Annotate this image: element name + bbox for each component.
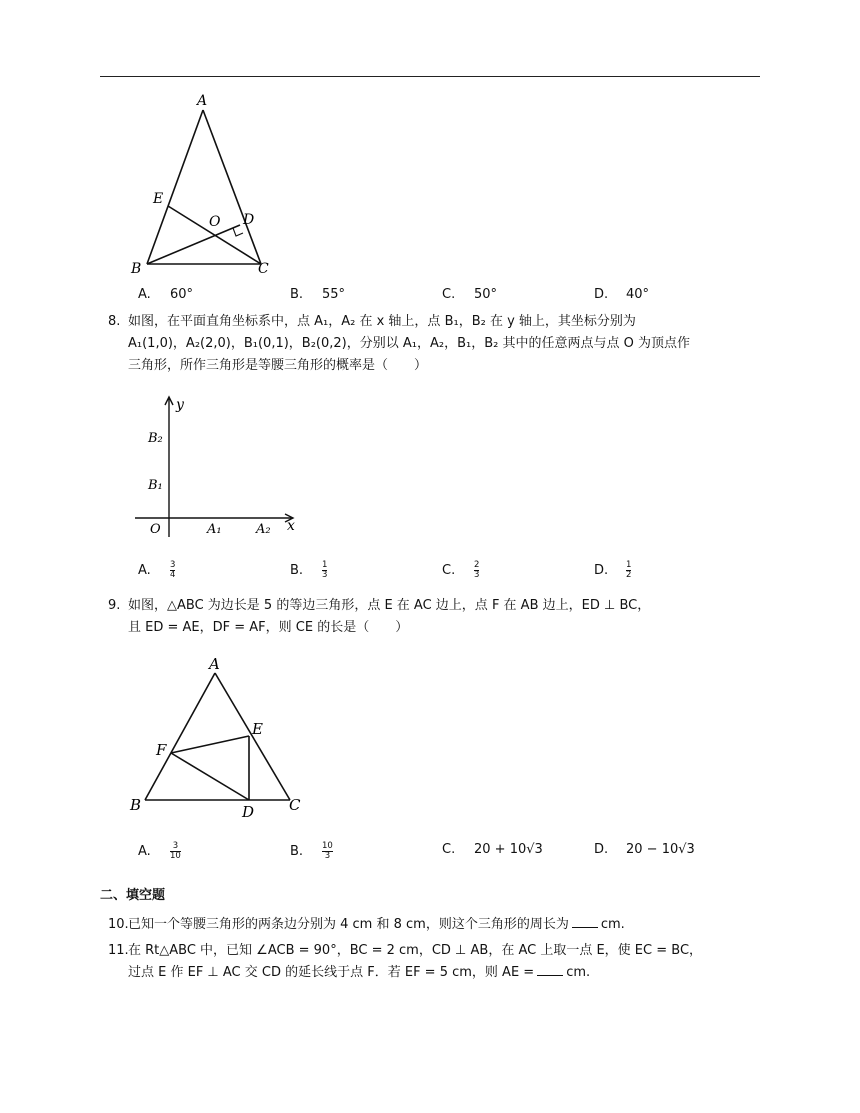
denominator: 4 [170, 570, 176, 580]
option-letter: C. [442, 842, 456, 857]
numerator: 3 [172, 841, 179, 851]
denominator: 3 [474, 570, 480, 580]
option-letter: A. [138, 563, 151, 578]
q9-line-2: 且 ED = AE，DF = AF，则 CE 的长是（ ） [128, 620, 409, 635]
option-letter: D. [594, 563, 609, 578]
q8-label-B1: B₁ [148, 478, 163, 493]
q9-option-a[interactable] [138, 842, 181, 861]
q7-triangle-figure [125, 90, 290, 280]
q11-unit: cm. [566, 965, 591, 980]
denominator: 3 [324, 851, 331, 861]
q8-line-3: 三角形，所作三角形是等腰三角形的概率是（ ） [128, 358, 428, 373]
option-letter: D. [594, 287, 609, 302]
option-text: 20 + 10√3 [474, 842, 543, 857]
q9-label-A: A [209, 655, 220, 673]
fraction [626, 561, 631, 580]
option-letter: A. [138, 287, 151, 302]
option-letter: C. [442, 287, 456, 302]
option-letter: D. [594, 842, 609, 857]
option-letter: C. [442, 563, 456, 578]
q8-line-1: 如图，在平面直角坐标系中，点 A₁，A₂ 在 x 轴上，点 B₁，B₂ 在 y 轴上，其坐标分别为 [128, 314, 636, 329]
q8-option-d[interactable] [594, 561, 631, 580]
fraction [322, 842, 333, 861]
question-number: 8. [108, 314, 121, 329]
option-text: 50° [474, 287, 498, 302]
q9-label-E: E [252, 720, 263, 738]
option-letter: B. [290, 563, 304, 578]
numerator: 1 [322, 560, 328, 570]
fraction [322, 561, 327, 580]
q7-label-D: D [243, 212, 255, 228]
answer-blank[interactable] [572, 915, 598, 928]
q8-label-O: O [150, 522, 161, 537]
q8-label-x: x [287, 518, 295, 534]
q9-option-c[interactable] [442, 842, 543, 857]
numerator: 2 [474, 560, 480, 570]
q9-options [138, 842, 758, 864]
q9-label-D: D [242, 803, 255, 821]
numerator: 3 [170, 560, 176, 570]
q11-stem [108, 940, 768, 984]
option-text: 55° [322, 287, 346, 302]
q10-stem [108, 914, 768, 936]
option-text: 20 − 10√3 [626, 842, 695, 857]
q7-options [138, 287, 758, 309]
q7-option-c[interactable] [442, 287, 497, 302]
header-rule [100, 76, 760, 77]
q11-line-2: 过点 E 作 EF ⊥ AC 交 CD 的延长线于点 F．若 EF = 5 cm，则 AE = [128, 965, 535, 980]
denominator: 2 [626, 570, 632, 580]
numerator: 10 [322, 841, 333, 851]
q8-option-c[interactable] [442, 561, 479, 580]
q7-label-C: C [258, 261, 269, 277]
option-text: 60° [170, 287, 194, 302]
q8-label-B2: B₂ [148, 431, 163, 446]
q9-triangle-figure [125, 655, 310, 825]
q9-option-d[interactable] [594, 842, 695, 857]
q8-stem [108, 311, 768, 377]
q7-option-b[interactable] [290, 287, 345, 302]
q9-stem [108, 595, 768, 639]
option-letter: B. [290, 287, 304, 302]
fraction [474, 561, 479, 580]
question-number: 10. [108, 917, 129, 932]
section-title: 二、填空题 [100, 888, 166, 903]
q7-label-O: O [209, 214, 221, 230]
q9-label-F: F [156, 741, 167, 759]
q9-label-C: C [289, 796, 301, 814]
q9-label-B: B [130, 796, 142, 814]
q8-line-2: A₁(1,0)，A₂(2,0)，B₁(0,1)，B₂(0,2)，分别以 A₁，A₂，B₁，B₂ 其中的任意两点与点 O 为顶点作 [128, 336, 690, 351]
numerator: 1 [626, 560, 632, 570]
q8-option-b[interactable] [290, 561, 327, 580]
q10-text: 已知一个等腰三角形的两条边分别为 4 cm 和 8 cm，则这个三角形的周长为 [128, 917, 569, 932]
q7-label-A: A [197, 93, 208, 109]
q7-label-E: E [153, 191, 164, 207]
q7-label-B: B [131, 261, 142, 277]
fraction [170, 561, 175, 580]
q8-label-A1: A₁ [207, 522, 222, 537]
option-letter: B. [290, 844, 304, 859]
q8-coordinate-figure [130, 392, 305, 542]
q7-option-a[interactable] [138, 287, 193, 302]
q9-line-1: 如图，△ABC 为边长是 5 的等边三角形，点 E 在 AC 边上，点 F 在 AB 边上，ED ⊥ BC， [128, 598, 651, 613]
q9-option-b[interactable] [290, 842, 333, 861]
q10-unit: cm. [600, 917, 625, 932]
q8-label-y: y [176, 397, 184, 413]
q8-options [138, 561, 758, 583]
option-letter: A. [138, 844, 151, 859]
q11-line-1: 在 Rt△ABC 中，已知 ∠ACB = 90°，BC = 2 cm，CD ⊥ AB，在 AC 上取一点 E，使 EC = BC， [128, 943, 703, 958]
q8-option-a[interactable] [138, 561, 175, 580]
question-number: 11. [108, 943, 129, 958]
option-text: 40° [626, 287, 650, 302]
question-number: 9. [108, 598, 121, 613]
fraction [170, 842, 181, 861]
answer-blank[interactable] [537, 963, 563, 976]
q7-option-d[interactable] [594, 287, 649, 302]
denominator: 3 [322, 570, 328, 580]
q8-label-A2: A₂ [256, 522, 271, 537]
denominator: 10 [170, 851, 181, 861]
